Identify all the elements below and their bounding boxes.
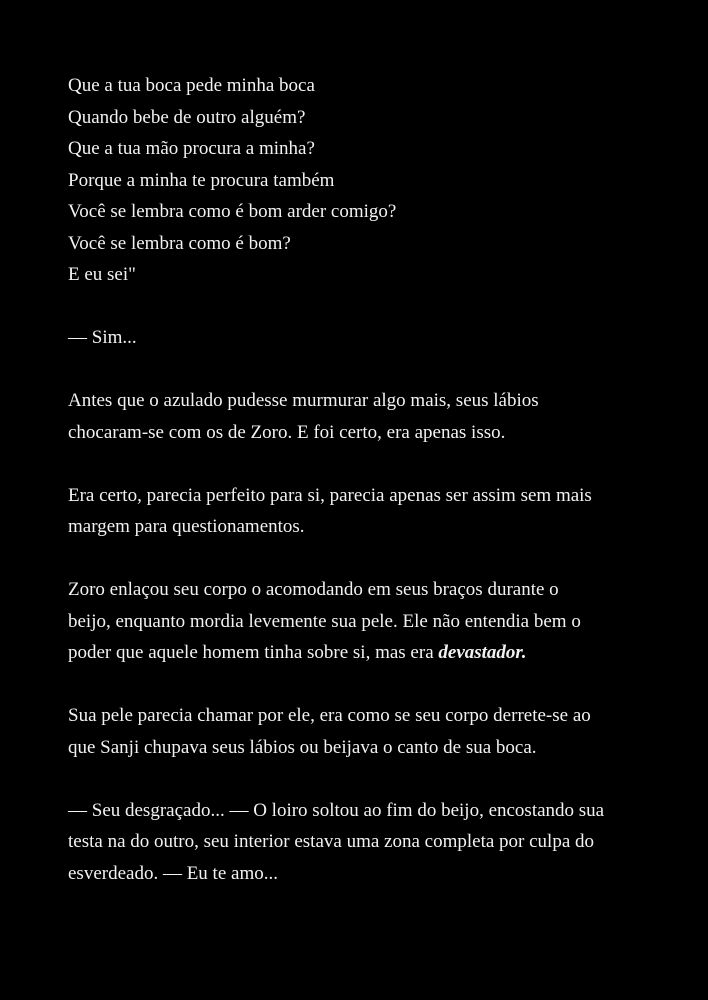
- text-line: esverdeado. — Eu te amo...: [68, 862, 278, 884]
- text-line: — Seu desgraçado... — O loiro soltou ao fim do beijo, encostando sua: [68, 799, 605, 821]
- text-line: Zoro enlaçou seu corpo o acomodando em seus braços durante o: [68, 579, 559, 600]
- text-line-with-emphasis: [68, 637, 668, 669]
- dialogue-line: — Sim...: [68, 327, 137, 348]
- poem-line: Quando bebe de outro alguém?: [68, 106, 306, 128]
- paragraph-spacer: [68, 291, 668, 323]
- paragraph-pele: [68, 700, 668, 763]
- document-page: [68, 70, 668, 889]
- dialogue-sim: [68, 322, 668, 354]
- emphasized-word: devastador.: [438, 642, 527, 663]
- paragraph-kiss: [68, 385, 668, 448]
- poem-line: Você se lembra como é bom?: [68, 232, 291, 254]
- poem-line: Você se lembra como é bom arder comigo?: [68, 201, 397, 222]
- text-segment: poder que aquele homem tinha sobre si, mas era: [68, 642, 439, 663]
- poem-line: E eu sei": [68, 264, 136, 285]
- paragraph-final: [68, 795, 668, 890]
- poem-line: Que a tua boca pede minha boca: [68, 75, 315, 96]
- text-line: Era certo, parecia perfeito para si, parecia apenas ser assim sem mais: [68, 484, 592, 506]
- paragraph-spacer: [68, 354, 668, 386]
- paragraph-spacer: [68, 448, 668, 480]
- poem-stanza: [68, 70, 668, 291]
- text-line: testa na do outro, seu interior estava uma zona completa por culpa do: [68, 831, 595, 852]
- text-line: beijo, enquanto mordia levemente sua pele. Ele não entendia bem o: [68, 610, 581, 632]
- paragraph-certo: [68, 480, 668, 543]
- text-line: chocaram-se com os de Zoro. E foi certo, era apenas isso.: [68, 421, 506, 443]
- poem-line: Porque a minha te procura também: [68, 169, 335, 191]
- paragraph-spacer: [68, 543, 668, 575]
- paragraph-zoro: [68, 574, 668, 669]
- text-line: margem para questionamentos.: [68, 516, 305, 537]
- text-line: Antes que o azulado pudesse murmurar algo mais, seus lábios: [68, 390, 539, 411]
- text-line: Sua pele parecia chamar por ele, era como se seu corpo derrete-se ao: [68, 705, 591, 726]
- paragraph-spacer: [68, 669, 668, 701]
- poem-line: Que a tua mão procura a minha?: [68, 138, 315, 159]
- paragraph-spacer: [68, 763, 668, 795]
- text-line: que Sanji chupava seus lábios ou beijava o canto de sua boca.: [68, 736, 537, 758]
